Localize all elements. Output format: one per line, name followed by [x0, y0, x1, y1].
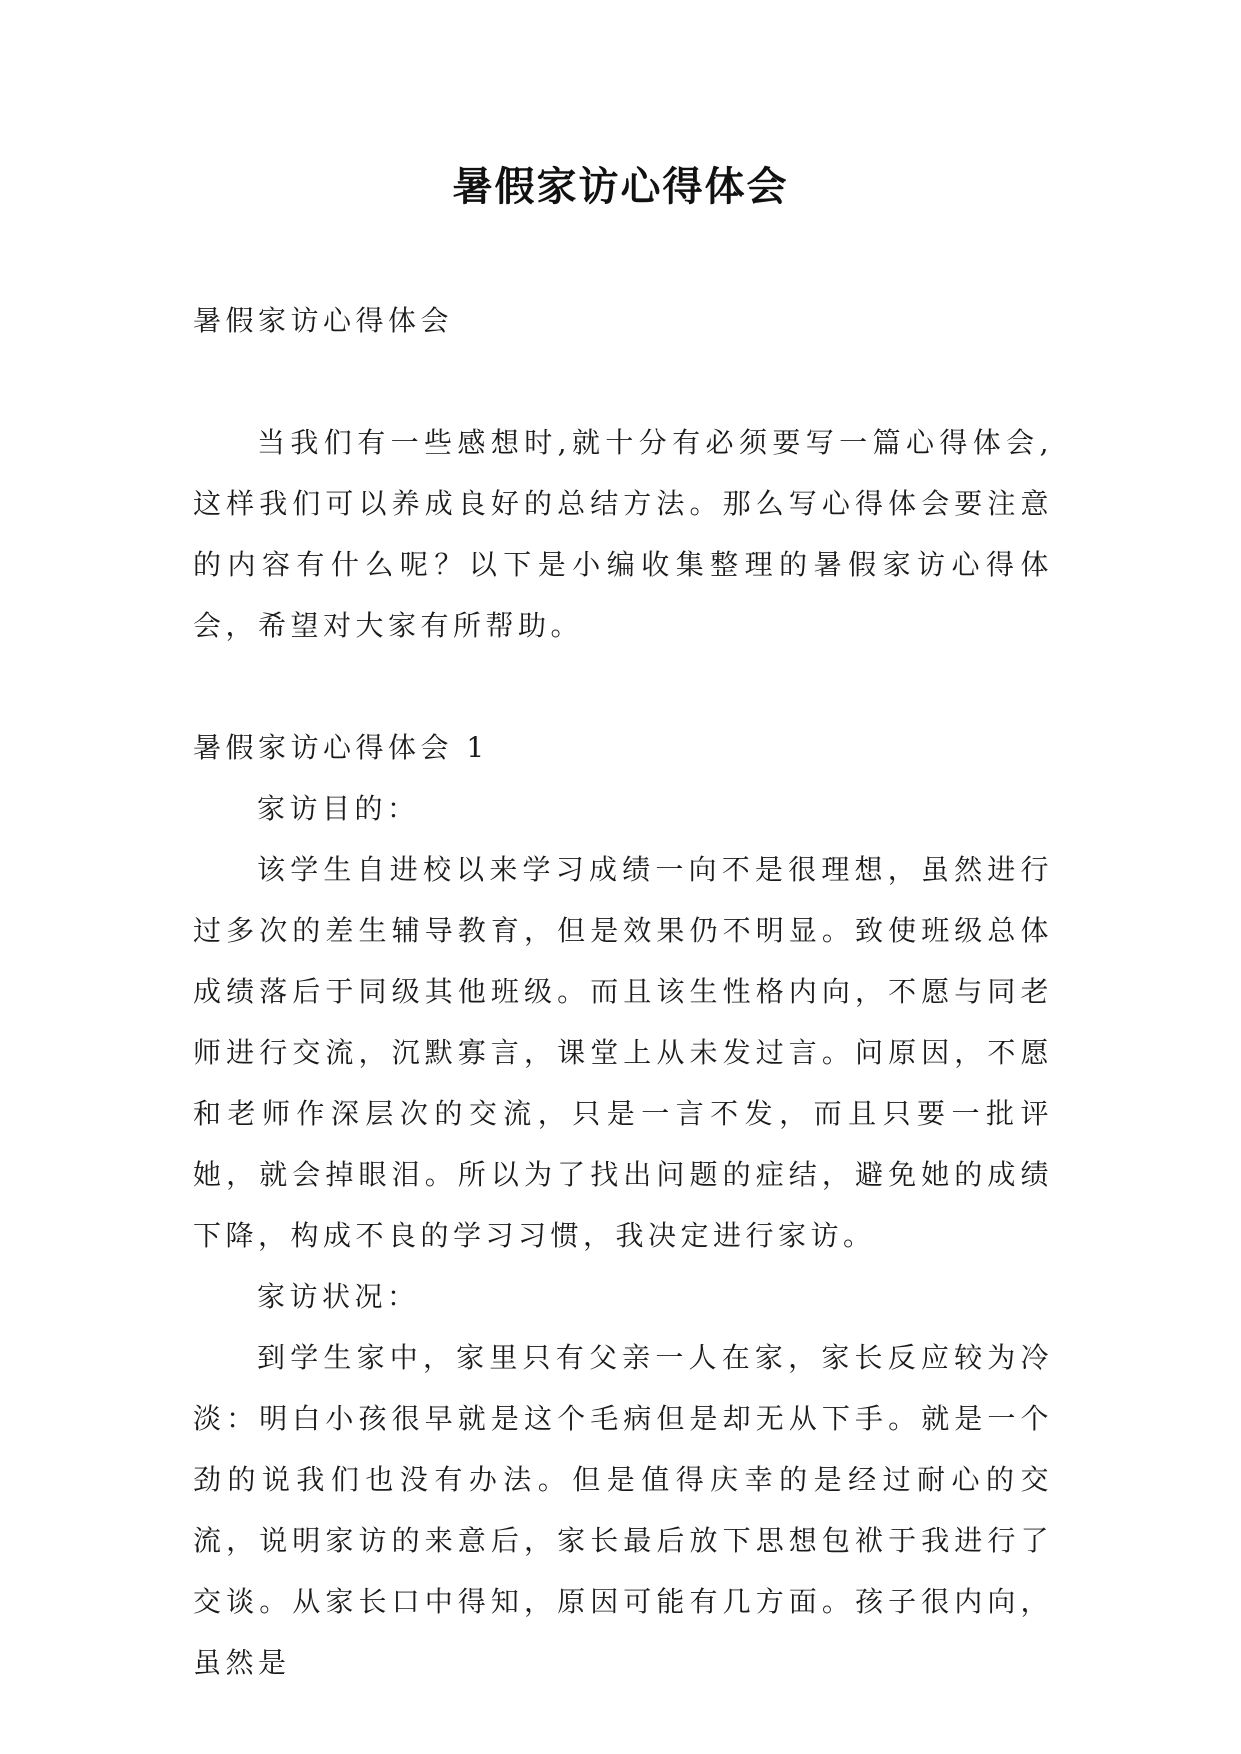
paragraph-spacer [193, 656, 1053, 717]
purpose-label: 家访目的： [257, 792, 420, 825]
purpose-paragraph: 该学生自进校以来学习成绩一向不是很理想，虽然进行过多次的差生辅导教育，但是效果仍不明显。致使班级总体成绩落后于同级其他班级。而且该生性格内向，不愿与同老师进行交流，沉默寡言，课堂上从未发过言。问原因，不愿和老师作深层次的交流，只是一言不发，而且只要一批评她，就会掉眼泪。所以为了找出问题的症结，避免她的成绩下降，构成不良的学习习惯，我决定进行家访。 [193, 853, 1053, 1252]
status-label: 家访状况： [257, 1280, 420, 1313]
paragraph-spacer [193, 351, 1053, 412]
document-subtitle: 暑假家访心得体会 [193, 304, 454, 337]
status-paragraph: 到学生家中，家里只有父亲一人在家，家长反应较为冷淡：明白小孩很早就是这个毛病但是却无从下手。就是一个劲的说我们也没有办法。但是值得庆幸的是经过耐心的交流，说明家访的来意后，家长最后放下思想包袱于我进行了交谈。从家长口中得知，原因可能有几方面。孩子很内向，虽然是 [193, 1341, 1053, 1679]
document-title: 暑假家访心得体会 [452, 163, 789, 210]
document-body [193, 290, 1053, 1693]
section-heading: 暑假家访心得体会 1 [193, 731, 489, 764]
intro-paragraph: 当我们有一些感想时,就十分有必须要写一篇心得体会,这样我们可以养成良好的总结方法。那么写心得体会要注意的内容有什么呢？以下是小编收集整理的暑假家访心得体会，希望对大家有所帮助。 [193, 426, 1053, 642]
